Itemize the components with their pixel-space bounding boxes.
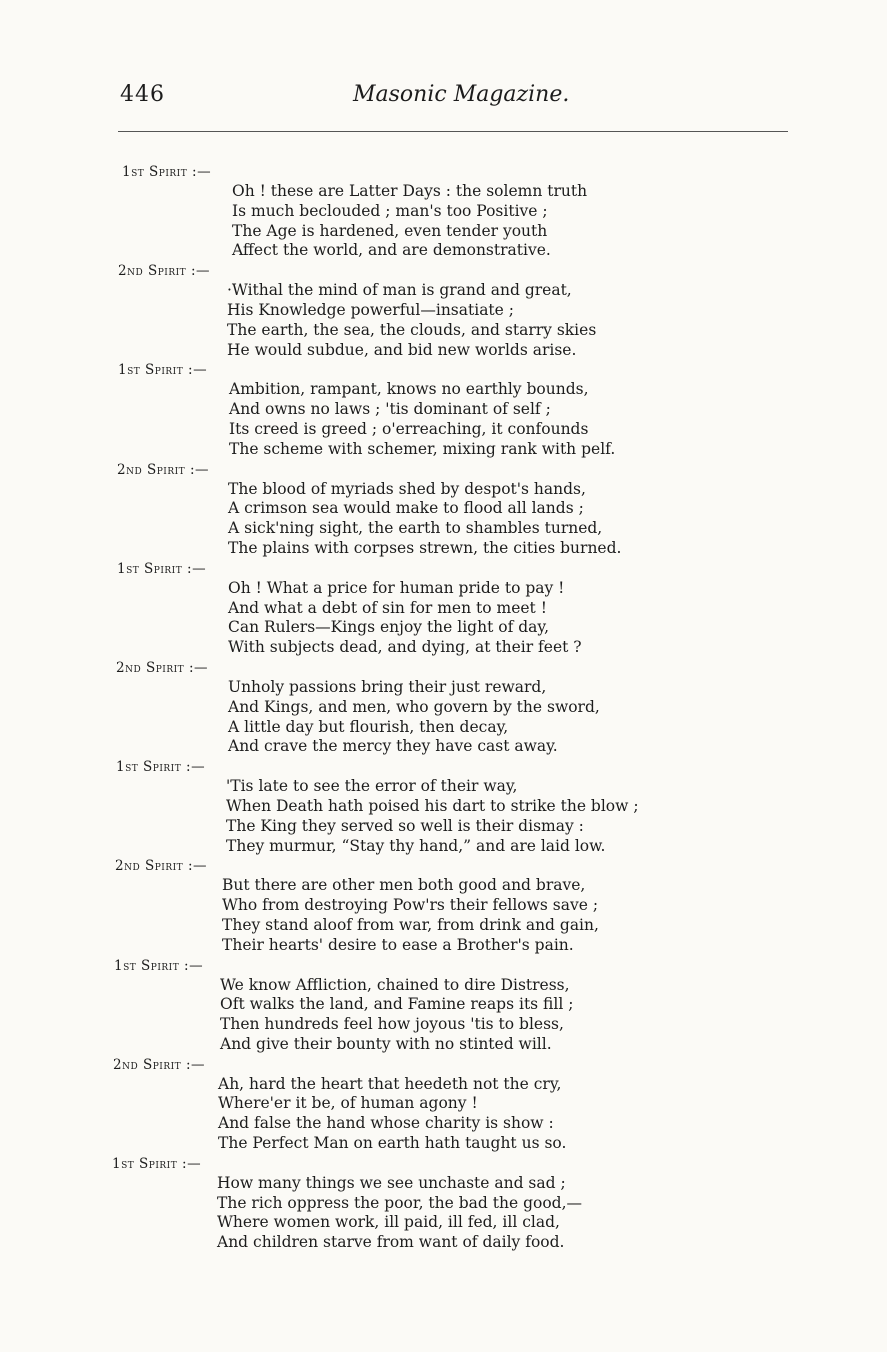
verse-line: Where'er it be, of human agony ! <box>218 1094 478 1113</box>
dialogue-block <box>0 162 887 261</box>
dialogue-block <box>0 460 887 559</box>
dialogue-block <box>0 1055 887 1154</box>
verse-line: But there are other men both good and brave, <box>222 876 586 895</box>
dialogue-block <box>0 261 887 360</box>
verse-line: Can Rulers—Kings enjoy the light of day, <box>228 618 550 637</box>
header-rule <box>118 131 788 132</box>
verse-line: They murmur, “Stay thy hand,” and are laid low. <box>226 836 606 855</box>
verse-line: The Age is hardened, even tender youth <box>232 221 548 240</box>
verse-line: And Kings, and men, who govern by the sword, <box>228 697 600 716</box>
dialogue-block <box>0 559 887 658</box>
verse-line: Is much beclouded ; man's too Positive ; <box>232 201 548 220</box>
verse-line: The blood of myriads shed by despot's hands, <box>228 479 586 498</box>
verse-line: 'Tis late to see the error of their way, <box>226 777 518 796</box>
speaker-label: 1st Spirit :— <box>114 957 204 974</box>
speaker-label: 1st Spirit :— <box>118 362 208 379</box>
verse-line: Ah, hard the heart that heedeth not the cry, <box>218 1074 562 1093</box>
verse-line: Unholy passions bring their just reward, <box>228 677 547 696</box>
dialogue-block <box>0 757 887 856</box>
verse-line: Affect the world, and are demonstrative. <box>232 241 551 260</box>
verse-line: The earth, the sea, the clouds, and starry skies <box>227 320 597 339</box>
verse-line: The Perfect Man on earth hath taught us so. <box>218 1134 567 1153</box>
verse-line: The rich oppress the poor, the bad the good,— <box>217 1193 582 1212</box>
verse-line: Its creed is greed ; o'erreaching, it confounds <box>229 419 589 438</box>
verse-line: We know Affliction, chained to dire Distress, <box>220 975 570 994</box>
verse-line: How many things we see unchaste and sad ; <box>217 1173 566 1192</box>
verse-line: And give their bounty with no stinted will. <box>220 1034 552 1053</box>
verse-line: Oft walks the land, and Famine reaps its fill ; <box>220 995 574 1014</box>
dialogue-block <box>0 1154 887 1253</box>
verse-line: Oh ! these are Latter Days : the solemn truth <box>232 182 588 200</box>
speaker-label: 1st Spirit :— <box>122 164 212 180</box>
page-number: 446 <box>120 82 165 107</box>
dialogue-block <box>0 360 887 459</box>
speaker-label: 1st Spirit :— <box>116 759 206 776</box>
speaker-label: 2nd Spirit :— <box>117 461 210 478</box>
speaker-label: 2nd Spirit :— <box>115 858 208 875</box>
dialogue-block <box>0 856 887 955</box>
running-head-title: Masonic Magazine. <box>353 82 570 107</box>
verse-line: His Knowledge powerful—insatiate ; <box>227 300 514 319</box>
verse-line: He would subdue, and bid new worlds arise. <box>227 340 577 359</box>
verse-line: A crimson sea would make to flood all lands ; <box>228 499 584 518</box>
verse-line: And owns no laws ; 'tis dominant of self ; <box>229 400 551 419</box>
speaker-label: 1st Spirit :— <box>112 1155 202 1172</box>
verse-line: Where women work, ill paid, ill fed, ill clad, <box>217 1213 560 1232</box>
dialogue-block <box>0 956 887 1055</box>
verse-line: ·Withal the mind of man is grand and great, <box>227 281 572 300</box>
verse-line: Then hundreds feel how joyous 'tis to bless, <box>220 1015 564 1034</box>
verse-line: And false the hand whose charity is show : <box>218 1114 554 1133</box>
verse-line: A little day but flourish, then decay, <box>228 717 509 736</box>
verse-line: The scheme with schemer, mixing rank with pelf. <box>229 439 616 458</box>
speaker-label: 2nd Spirit :— <box>118 263 211 280</box>
poem-body <box>0 162 887 1253</box>
dialogue-block <box>0 658 887 757</box>
verse-line: Who from destroying Pow'rs their fellows save ; <box>222 896 599 915</box>
verse-line: And what a debt of sin for men to meet ! <box>228 598 547 617</box>
verse-line: A sick'ning sight, the earth to shambles turned, <box>228 519 603 538</box>
verse-line: And crave the mercy they have cast away. <box>228 737 558 756</box>
verse-line: The King they served so well is their dismay : <box>226 816 584 835</box>
verse-line: Oh ! What a price for human pride to pay ! <box>228 578 565 597</box>
speaker-label: 2nd Spirit :— <box>116 659 209 676</box>
speaker-label: 2nd Spirit :— <box>113 1056 206 1073</box>
verse-line: The plains with corpses strewn, the cities burned. <box>228 538 622 557</box>
speaker-label: 1st Spirit :— <box>117 560 207 577</box>
verse-line: They stand aloof from war, from drink and gain, <box>222 915 599 934</box>
verse-line: With subjects dead, and dying, at their feet ? <box>228 638 582 657</box>
verse-line: And children starve from want of daily food. <box>217 1233 565 1252</box>
verse-line: Ambition, rampant, knows no earthly bounds, <box>229 380 589 399</box>
verse-line: When Death hath poised his dart to strike the blow ; <box>226 796 639 815</box>
verse-line: Their hearts' desire to ease a Brother's pain. <box>222 935 574 954</box>
